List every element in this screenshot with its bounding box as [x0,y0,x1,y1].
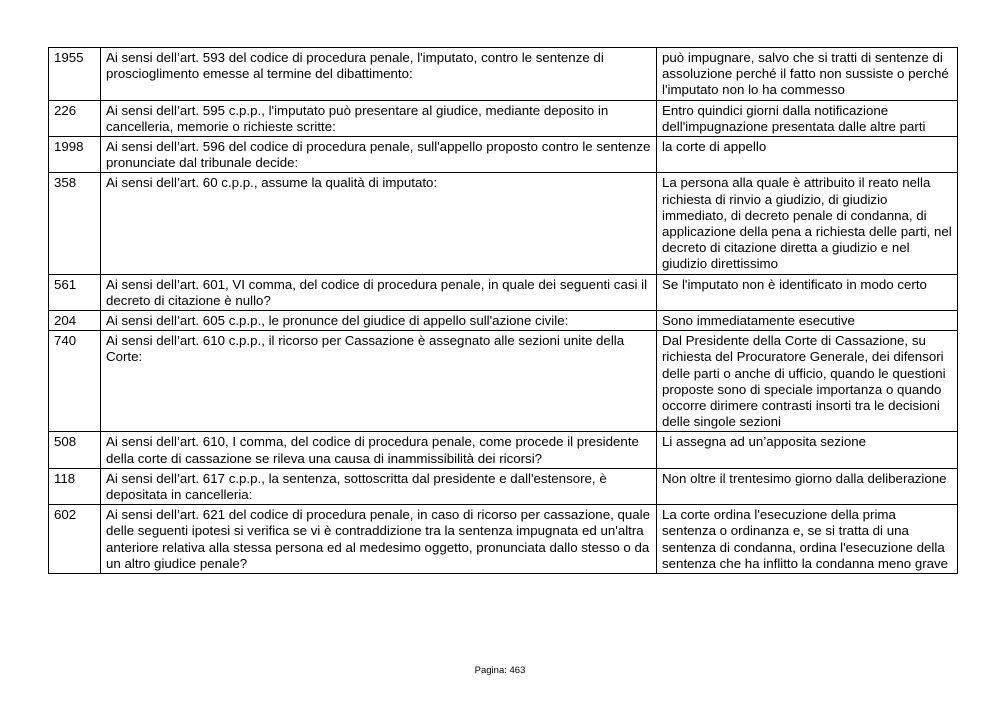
question-id: 204 [49,311,101,331]
answer-text: La persona alla quale è attribuito il reato nella richiesta di rinvio a giudizio, di giudizio immediato, di decreto penale di condanna, di applicazione della pena a richiesta delle parti, nel decreto di citazione diretta a giudizio e nel giudizio direttissimo [657,173,958,274]
question-text: Ai sensi dell’art. 601, VI comma, del codice di procedura penale, in quale dei seguenti casi il decreto di citazione è nullo? [101,274,657,310]
table-row [49,274,958,310]
answer-text: Dal Presidente della Corte di Cassazione, su richiesta del Procuratore Generale, dei difensori delle parti o anche di ufficio, quando le questioni proposte sono di speciale importanza o quando occorre dirimere contrasti insorti tra le decisioni delle singole sezioni [657,331,958,432]
answer-text: la corte di appello [657,137,958,173]
answer-text: La corte ordina l'esecuzione della prima sentenza o ordinanza e, se si tratta di una sentenza di condanna, ordina l'esecuzione della sentenza che ha inflitto la condanna meno grave [657,505,958,574]
answer-text: può impugnare, salvo che si tratti di sentenze di assoluzione perché il fatto non sussiste o perché l'imputato non lo ha commesso [657,48,958,101]
table-row [49,468,958,504]
question-text: Ai sensi dell’art. 60 c.p.p., assume la qualità di imputato: [101,173,657,274]
table-row [49,137,958,173]
table-row [49,331,958,432]
table-row [49,48,958,101]
question-text: Ai sensi dell’art. 617 c.p.p., la sentenza, sottoscritta dal presidente e dall'estensore, è depositata in cancelleria: [101,468,657,504]
page-number: Pagina: 463 [474,665,526,676]
question-text: Ai sensi dell’art. 621 del codice di procedura penale, in caso di ricorso per cassazione, quale delle seguenti ipotesi si verifica se vi è contraddizione tra la sentenza impugnata ed un'altra anteriore relativa alla stessa persona ed al medesimo oggetto, pronunciata dallo stesso o da un altro giudice penale? [101,505,657,574]
question-text: Ai sensi dell’art. 595 c.p.p., l'imputato può presentare al giudice, mediante deposito in cancelleria, memorie o richieste scritte: [101,100,657,136]
question-id: 561 [49,274,101,310]
table-row [49,100,958,136]
question-id: 508 [49,432,101,468]
answer-text: Sono immediatamente esecutive [657,311,958,331]
table-row [49,173,958,274]
answer-text: Non oltre il trentesimo giorno dalla deliberazione [657,468,958,504]
question-text: Ai sensi dell’art. 593 del codice di procedura penale, l'imputato, contro le sentenze di proscioglimento emesse al termine del dibattimento: [101,48,657,101]
answer-text: Entro quindici giorni dalla notificazione dell'impugnazione presentata dalle altre parti [657,100,958,136]
question-text: Ai sensi dell’art. 610 c.p.p., il ricorso per Cassazione è assegnato alle sezioni unite della Corte: [101,331,657,432]
question-id: 118 [49,468,101,504]
question-table [48,47,958,574]
answer-text: Se l'imputato non è identificato in modo certo [657,274,958,310]
question-text: Ai sensi dell’art. 596 del codice di procedura penale, sull'appello proposto contro le sentenze pronunciate dal tribunale decide: [101,137,657,173]
table-row [49,432,958,468]
table-row [49,311,958,331]
table-row [49,505,958,574]
question-id: 358 [49,173,101,274]
question-id: 1998 [49,137,101,173]
question-id: 740 [49,331,101,432]
question-text: Ai sensi dell’art. 610, I comma, del codice di procedura penale, come procede il presidente della corte di cassazione se rileva una causa di inammissibilità dei ricorsi? [101,432,657,468]
question-id: 1955 [49,48,101,101]
question-id: 602 [49,505,101,574]
answer-text: Li assegna ad un’apposita sezione [657,432,958,468]
question-text: Ai sensi dell’art. 605 c.p.p., le pronunce del giudice di appello sull'azione civile: [101,311,657,331]
question-id: 226 [49,100,101,136]
